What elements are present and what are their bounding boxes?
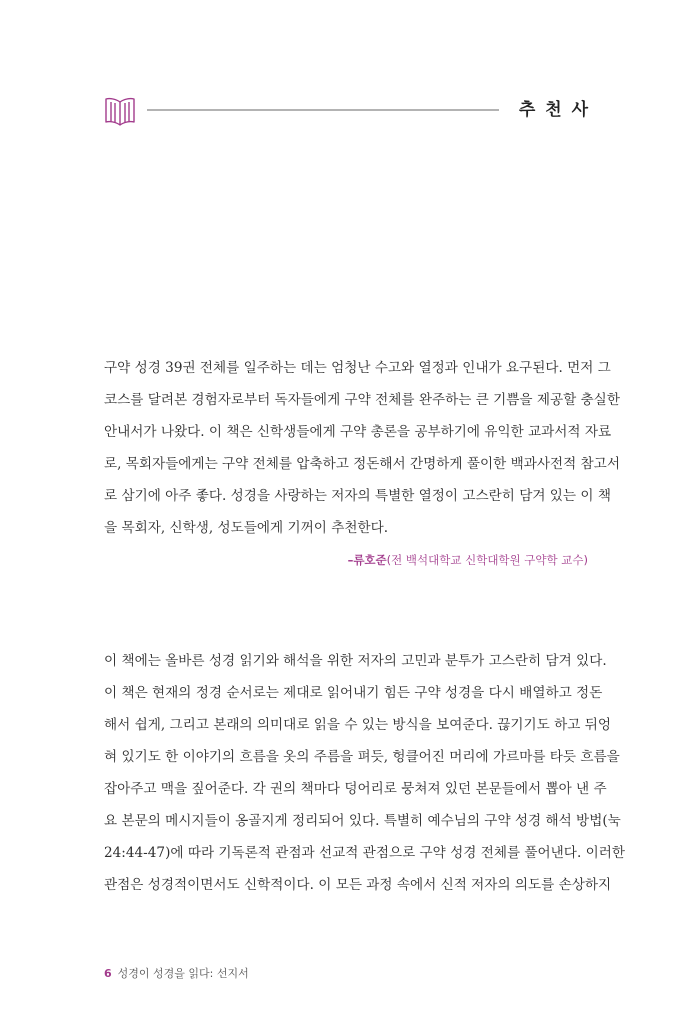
text-line: 관점은 성경적이면서도 신학적이다. 이 모든 과정 속에서 신적 저자의 의도를 손상하지 bbox=[104, 877, 612, 893]
text-line: 을 목회자, 신학생, 성도들에게 기꺼이 추천한다. bbox=[104, 520, 389, 536]
endorser-name: –류호준 bbox=[347, 553, 387, 567]
page-header bbox=[103, 93, 590, 127]
text-line: 코스를 달려본 경험자로부터 독자들에게 구약 전체를 완주하는 큰 기쁨을 제공할 충실한 bbox=[104, 392, 620, 408]
open-book-icon bbox=[103, 93, 137, 127]
text-line: 혀 있기도 한 이야기의 흐름을 옷의 주름을 펴듯, 헝클어진 머리에 가르마를 타듯 흐름을 bbox=[104, 749, 620, 765]
text-line: 24:44-47)에 따라 기독론적 관점과 선교적 관점으로 구약 성경 전체를 풀어낸다. 이러한 bbox=[104, 845, 625, 861]
text-line: 안내서가 나왔다. 이 책은 신학생들에게 구약 총론을 공부하기에 유익한 교과서적 자료 bbox=[104, 424, 612, 440]
text-line: 로 삼기에 아주 좋다. 성경을 사랑하는 저자의 특별한 열정이 고스란히 담겨 있는 이 책 bbox=[104, 488, 611, 504]
endorsement-1 bbox=[104, 352, 620, 544]
page-number: 6 bbox=[104, 967, 112, 980]
endorsement-2 bbox=[104, 645, 625, 901]
running-title: 성경이 성경을 읽다: 선지서 bbox=[117, 967, 249, 980]
header-rule bbox=[147, 109, 499, 111]
endorser-attribution bbox=[348, 552, 588, 568]
page-footer bbox=[104, 965, 249, 981]
endorser-title: (전 백석대학교 신학대학원 구약학 교수) bbox=[386, 553, 588, 567]
text-line: 이 책에는 올바른 성경 읽기와 해석을 위한 저자의 고민과 분투가 고스란히 담겨 있다. bbox=[104, 653, 607, 669]
text-line: 이 책은 현재의 정경 순서로는 제대로 읽어내기 힘든 구약 성경을 다시 배열하고 정돈 bbox=[104, 685, 603, 701]
text-line: 잡아주고 맥을 짚어준다. 각 권의 책마다 덩어리로 뭉쳐져 있던 본문들에서 뽑아 낸 주 bbox=[104, 781, 607, 797]
text-line: 요 본문의 메시지들이 옹골지게 정리되어 있다. 특별히 예수님의 구약 성경 해석 방법(눅 bbox=[104, 813, 621, 829]
section-title: 추 천 사 bbox=[518, 100, 590, 120]
text-line: 구약 성경 39권 전체를 일주하는 데는 엄청난 수고와 열정과 인내가 요구된다. 먼저 그 bbox=[104, 360, 611, 376]
text-line: 로, 목회자들에게는 구약 전체를 압축하고 정돈해서 간명하게 풀이한 백과사전적 참고서 bbox=[104, 456, 620, 472]
text-line: 해서 쉽게, 그리고 본래의 의미대로 읽을 수 있는 방식을 보여준다. 끊기기도 하고 뒤엉 bbox=[104, 717, 611, 733]
